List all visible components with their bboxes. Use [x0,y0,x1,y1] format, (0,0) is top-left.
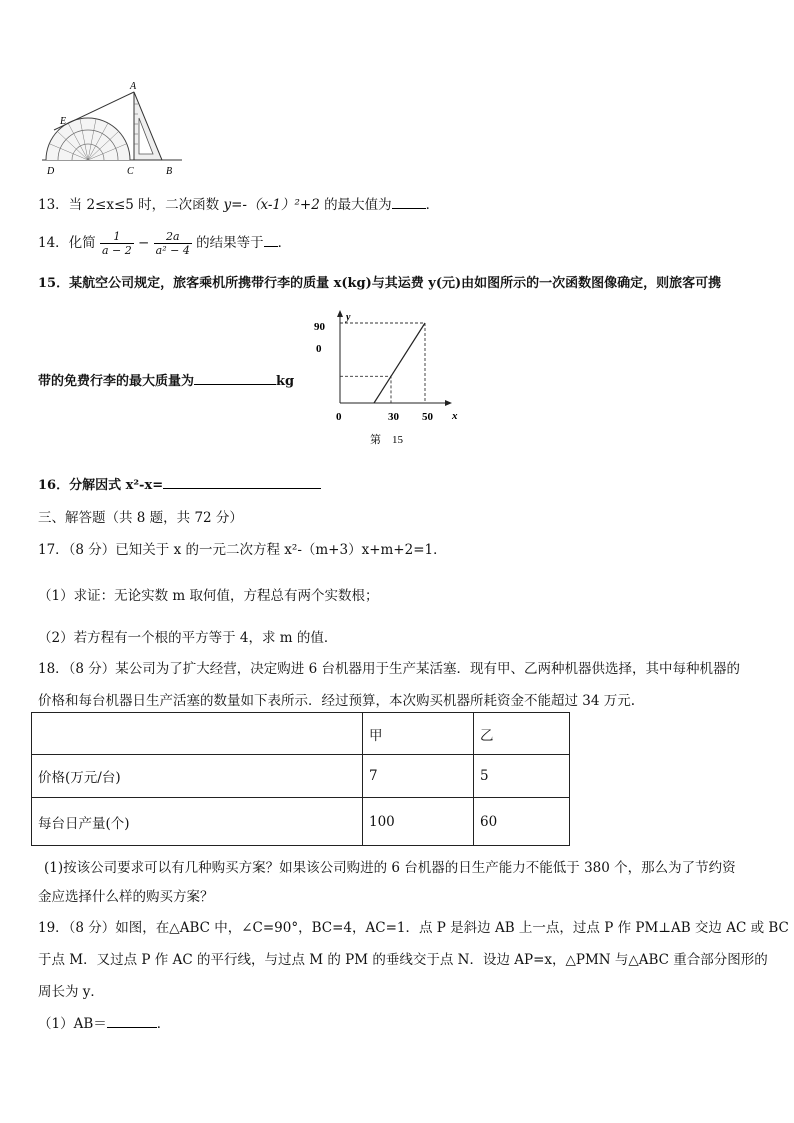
question-15-line1: 15．某航空公司规定，旅客乘机所携带行李的质量 x(kg)与其运费 y(元)由如图所示的一次函数图像确定，则旅客可携 [38,276,722,291]
table-header-jia: 甲 [363,713,474,755]
question-17-stem: 17．（8 分）已知关于 x 的一元二次方程 x²-（m+3）x+m+2=1． [38,542,447,558]
q18-table [31,712,570,846]
q14-f1-numerator: 1 [100,230,134,244]
q14-prefix: 14．化简 [38,235,100,251]
dashed-guide-0 [340,376,391,403]
y-axis-arrow [337,310,343,317]
q15-line2-text: 带的免费行李的最大质量为 [38,374,195,389]
table-row [32,798,570,846]
question-17-part1: （1）求证：无论实数 m 取何值，方程总有两个实数根； [38,588,379,604]
dashed-guide-1 [340,323,425,403]
table-header-row [32,713,570,755]
q14-f2-denominator: a² − 4 [155,244,190,257]
question-19-line1: 19．（8 分）如图，在△ABC 中，∠C=90°，BC=4，AC=1．点 P 是斜边 AB 上一点，过点 P 作 PM⊥AB 交边 AC 或 BC [38,920,789,936]
table-cell: 7 [363,755,474,798]
table-cell: 60 [474,798,570,846]
table-cell: 每台日产量(个) [32,798,363,846]
table-header-empty [32,713,363,755]
question-19-line3: 周长为 y． [38,984,104,1000]
q14-minus: − [133,235,154,251]
question-19-line2: 于点 M．又过点 P 作 AC 的平行线，与过点 M 的 PM 的垂线交于点 N．设边 AP=x，△PMN 与△ABC 重合部分图形的 [38,952,768,968]
q15-answer-blank[interactable] [194,384,276,385]
section-3-title: 三、解答题（共 8 题，共 72 分） [38,510,243,526]
x-tick-30: 30 [388,411,399,423]
q19-part1-end: ． [156,1016,171,1032]
question-18-sub1-line2: 金应选择什么样的购买方案？ [38,889,214,905]
protractor-figure [38,78,188,178]
question-17-part2: （2）若方程有一个根的平方等于 4，求 m 的值． [38,630,338,646]
table-cell: 5 [474,755,570,798]
q14-end: ． [277,235,292,251]
q14-f1-denominator: a − 2 [101,244,132,257]
q14-fraction-2 [154,230,192,257]
q16-text: 16．分解因式 x²-x= [38,478,164,493]
label-D: D [47,166,55,177]
series-line-0 [374,323,425,403]
q13-answer-blank[interactable] [392,208,426,209]
question-16 [38,474,321,493]
x-tick-0: 0 [336,411,342,423]
label-A: A [130,81,137,92]
q14-f2-numerator: 2a [154,230,192,244]
q19-part1-text: （1）AB＝ [38,1016,107,1032]
q13-end: ． [425,197,440,213]
label-C: C [127,166,134,177]
q14-answer-blank[interactable] [264,246,278,247]
question-15-line2 [38,370,294,389]
q14-suffix: 的结果等于 [191,235,264,251]
x-axis-label: x [452,410,458,422]
y-tick-0: 0 [316,343,322,355]
y-tick-90: 90 [314,321,325,333]
question-18-line2: 价格和每台机器日生产活塞的数量如下表所示．经过预算，本次购买机器所耗资金不能超过 34 万元. [38,693,636,709]
question-19-part1 [38,1012,170,1032]
label-B: B [166,166,173,177]
q13-function: y=-（x-1）²+2 [223,197,320,213]
table-header-yi: 乙 [474,713,570,755]
y-axis-label: y [346,312,351,323]
figure-caption: 第 15 [370,434,403,446]
question-18-line1: 18．（8 分）某公司为了扩大经营，决定购进 6 台机器用于生产某活塞．现有甲、乙两种机器供选择，其中每种机器的 [38,661,740,677]
q13-prefix: 13．当 2≤x≤5 时，二次函数 [38,197,224,213]
label-E: E [60,116,67,127]
question-18-sub1-line1: (1)按该公司要求可以有几种购买方案？如果该公司购进的 6 台机器的日生产能力不能低于 380 个，那么为了节约资 [44,860,736,876]
x-tick-50: 50 [422,411,433,423]
table-cell: 价格(万元/台) [32,755,363,798]
x-axis-arrow [445,400,452,406]
question-14 [38,230,291,257]
q13-suffix: 的最大值为 [319,197,392,213]
table-row [32,755,570,798]
table-cell: 100 [363,798,474,846]
q15-unit: kg [276,374,295,389]
q16-answer-blank[interactable] [163,488,321,489]
q15-graph [310,308,470,450]
q14-fraction-1 [100,230,134,257]
question-13 [38,193,439,213]
q19-answer-blank[interactable] [107,1027,157,1028]
